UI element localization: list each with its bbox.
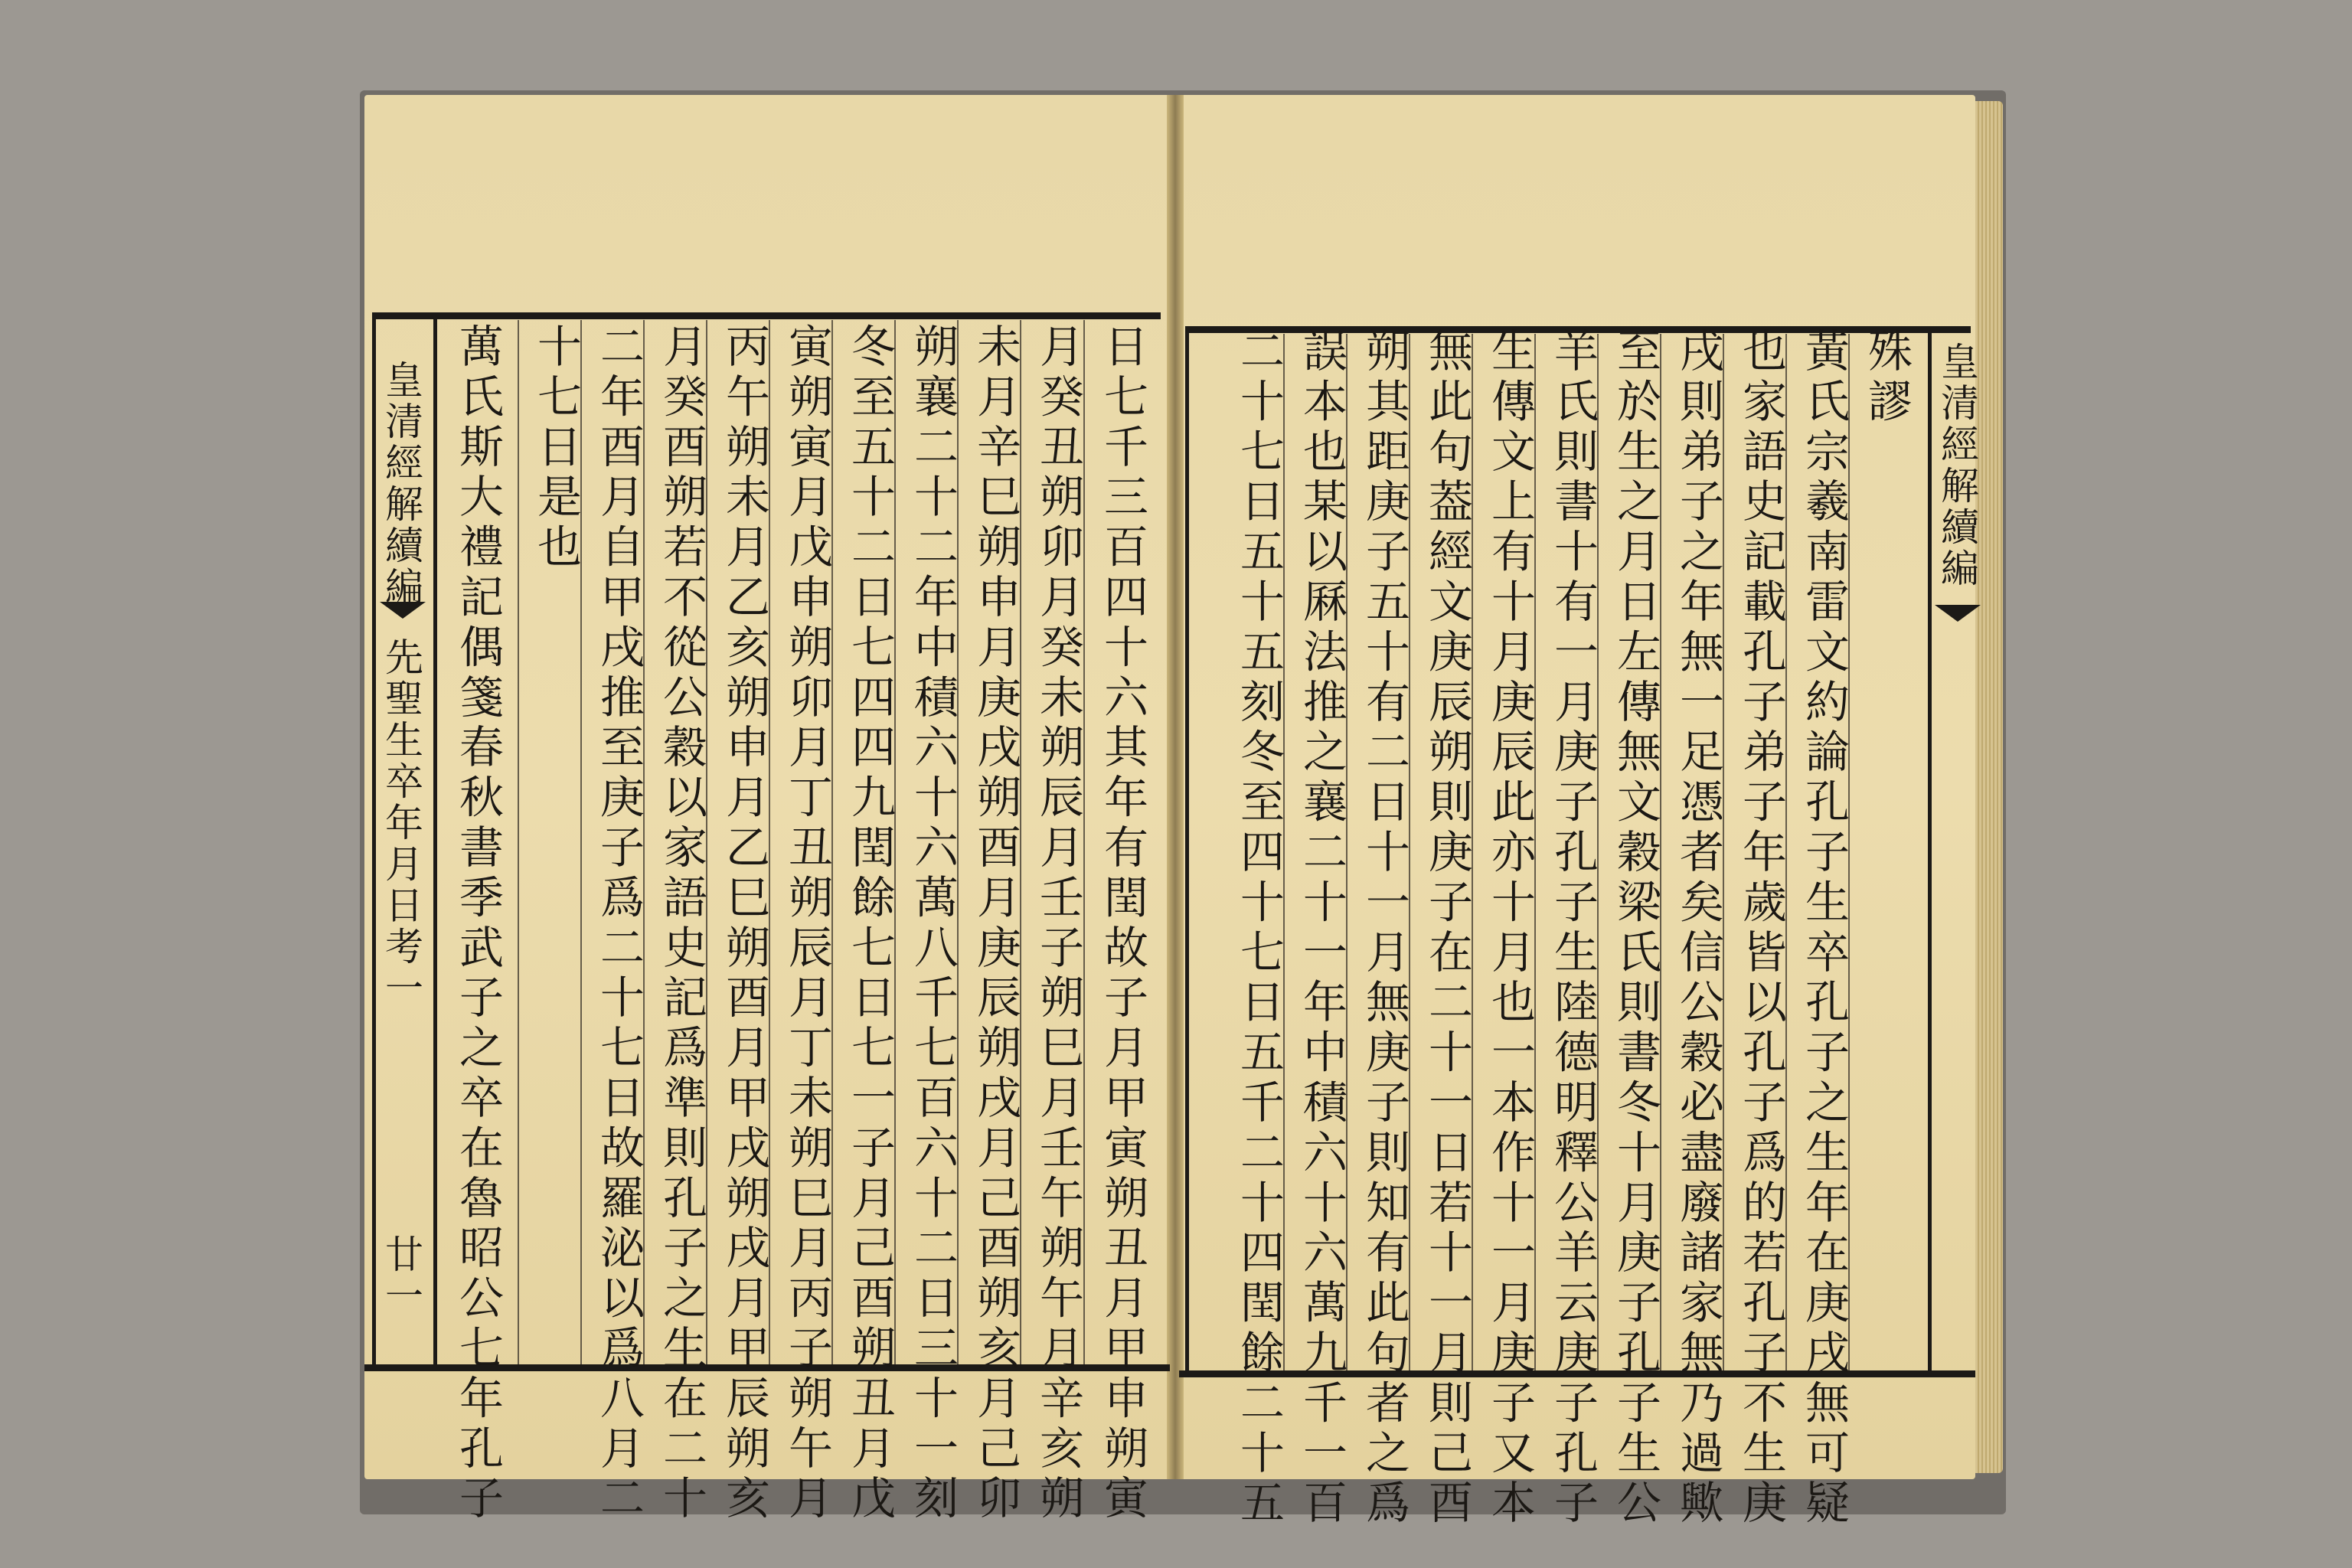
left-folio-number: 廿一 (379, 1234, 423, 1317)
right-column-5: 至於生之月日左傳無文穀梁氏則書冬十月庚子孔子生公 (1609, 328, 1661, 1530)
right-column-8: 無此句葢經文庚辰朔則庚子在二十一日若十一月則己酉 (1421, 328, 1473, 1530)
right-column-1: 殊謬 (1860, 328, 1913, 428)
left-column-3: 未月辛巳朔申月庚戌朔酉月庚辰朔戌月己酉朔亥月己卯 (969, 323, 1021, 1525)
left-column-11: 萬氏斯大禮記偶箋春秋書季武子之卒在魯昭公七年孔子 (452, 323, 504, 1525)
right-column-6: 羊氏則書十有一月庚子孔子生陸德明釋公羊云庚子孔子 (1547, 328, 1599, 1530)
book-gutter (1167, 95, 1184, 1479)
right-fish-tail (1935, 605, 1981, 622)
left-banxin-section: 先聖生卒年月日考一 (379, 637, 423, 1009)
left-banxin-title: 皇清經解續編 (379, 360, 423, 608)
right-frame-left (1185, 326, 1189, 1377)
right-column-11: 二十七日五十五刻冬至四十七日五千二十四閏餘二十五 (1233, 328, 1285, 1530)
left-column-2: 月癸丑朔卯月癸未朔辰月壬子朔巳月壬午朔午月辛亥朔 (1032, 323, 1084, 1525)
left-column-4: 朔襄二十二年中積六十六萬八千七百六十二日三十一刻 (906, 323, 959, 1525)
left-column-5: 冬至五十二日七四四九閏餘七日七一子月己酉朔丑月戊 (844, 323, 896, 1525)
right-banxin-title: 皇清經解續編 (1935, 341, 1979, 590)
left-banxin-rule (433, 312, 437, 1371)
left-column-7: 丙午朔未月乙亥朔申月乙巳朔酉月甲戌朔戌月甲辰朔亥 (718, 323, 770, 1525)
right-column-10: 誤本也某以厤法推之襄二十一年中積六十六萬九千一百 (1295, 328, 1348, 1530)
left-column-1: 日七千三百四十六其年有閏故子月甲寅朔丑月甲申朔寅 (1096, 323, 1148, 1525)
page-edges (1975, 101, 2003, 1473)
left-frame-left (372, 312, 376, 1371)
right-column-3: 也家語史記載孔子弟子年歲皆以孔子爲的若孔子不生庚 (1735, 328, 1787, 1530)
left-col-line (518, 320, 519, 1364)
left-column-10: 十七日是也 (530, 323, 582, 573)
left-fish-tail (380, 602, 426, 619)
left-column-6: 寅朔寅月戊申朔卯月丁丑朔辰月丁未朔巳月丙子朔午月 (781, 323, 833, 1525)
left-top-rule (372, 312, 1161, 319)
right-column-7: 生傳文上有十月庚辰此亦十月也一本作十一月庚子又本 (1484, 328, 1536, 1530)
right-column-2: 黃氏宗羲南雷文約論孔子生卒孔子之生年在庚戌無可疑 (1798, 328, 1850, 1530)
left-column-8: 月癸酉朔若不從公穀以家語史記爲準則孔子之生在二十 (655, 323, 707, 1525)
right-column-9: 朔其距庚子五十有二日十一月無庚子則知有此句者之爲 (1358, 328, 1410, 1530)
left-column-9: 二年酉月自甲戌推至庚子爲二十七日故羅泌以爲八月二 (593, 323, 645, 1525)
right-banxin-rule (1928, 326, 1932, 1377)
right-column-4: 戌則弟子之年無一足憑者矣信公穀必盡廢諸家無乃過歟 (1672, 328, 1724, 1530)
